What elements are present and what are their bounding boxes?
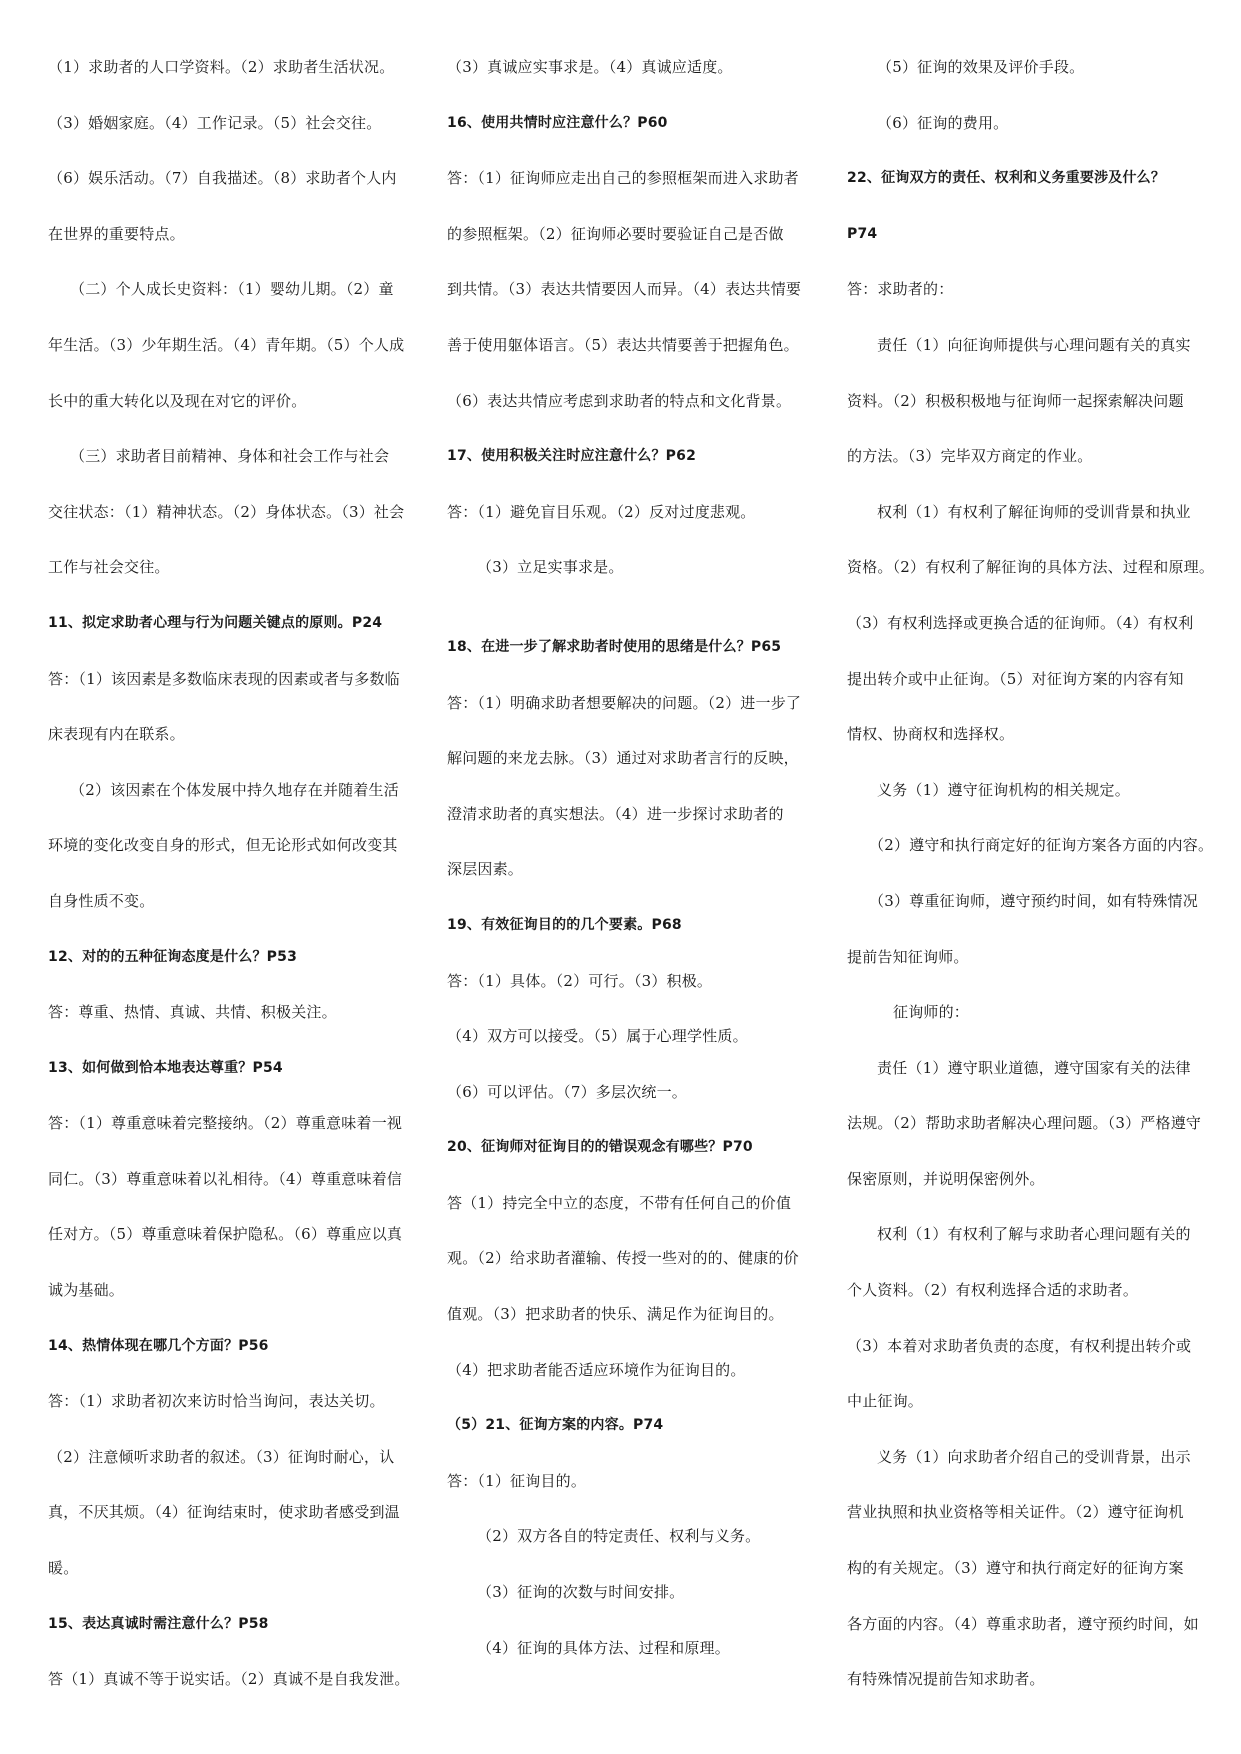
text-line: （2）遵守和执行商定好的征询方案各方面的内容。 [869, 836, 1214, 855]
text-line: 年生活。（3）少年期生活。（4）青年期。（5）个人成 [48, 335, 405, 354]
question-heading: 16、使用共情时应注意什么？P60 [447, 114, 668, 131]
text-line: 的参照框架。（2）征询师必要时要验证自己是否做 [447, 224, 784, 243]
text-line: （2）双方各自的特定责任、权利与义务。 [477, 1527, 761, 1546]
question-heading: 13、如何做到恰本地表达尊重？P54 [48, 1059, 283, 1076]
text-line: 床表现有内在联系。 [48, 725, 185, 744]
text-line: 到共情。（3）表达共情要因人而异。（4）表达共情要 [447, 280, 802, 299]
text-line: 答：尊重、热情、真诚、共情、积极关注。 [48, 1003, 337, 1022]
text-line: （3）本着对求助者负责的态度，有权利提出转介或 [847, 1336, 1192, 1355]
text-line: （3）真诚应实事求是。（4）真诚应适度。 [447, 58, 733, 76]
text-line: 任对方。（5）尊重意味着保护隐私。（6）尊重应以真 [48, 1225, 403, 1244]
question-heading: 11、拟定求助者心理与行为问题关键点的原则。P24 [48, 614, 383, 631]
text-line: 义务（1）遵守征询机构的相关规定。 [877, 780, 1130, 799]
text-line: 责任（1）向征询师提供与心理问题有关的真实 [877, 335, 1191, 354]
text-line: 权利（1）有权利了解与求助者心理问题有关的 [877, 1225, 1191, 1244]
text-line: 权利（1）有权利了解征询师的受训背景和执业 [877, 502, 1191, 521]
text-line: 各方面的内容。（4）尊重求助者，遵守预约时间，如 [847, 1614, 1199, 1633]
text-line: （3）婚姻家庭。（4）工作记录。（5）社会交往。 [48, 113, 382, 132]
text-line: （5）征询的效果及评价手段。 [877, 58, 1085, 76]
question-heading: 22、征询双方的责任、权利和义务重要涉及什么？ [847, 170, 1166, 187]
text-line: 工作与社会交往。 [48, 558, 170, 577]
question-heading: 12、对的的五种征询态度是什么？P53 [48, 948, 298, 965]
text-line: 义务（1）向求助者介绍自己的受训背景，出示 [877, 1447, 1191, 1466]
question-heading: 14、热情体现在哪几个方面？P56 [48, 1337, 269, 1354]
text-line: （2）注意倾听求助者的叙述。（3）征询时耐心，认 [48, 1447, 395, 1466]
text-line: （三）求助者目前精神、身体和社会工作与社会 [70, 447, 390, 466]
text-line: （3）尊重征询师，遵守预约时间，如有特殊情况 [869, 891, 1198, 910]
question-heading: 18、在进一步了解求助者时使用的思绪是什么？P65 [447, 638, 782, 655]
text-line: 情权、协商权和选择权。 [847, 725, 1015, 744]
text-line: 值观。（3）把求助者的快乐、满足作为征询目的。 [447, 1305, 784, 1324]
text-line: 答：（1）求助者初次来访时恰当询问，表达关切。 [48, 1392, 385, 1411]
text-line: 有特殊情况提前告知求助者。 [847, 1670, 1045, 1689]
text-line: 营业执照和执业资格等相关证件。（2）遵守征询机 [847, 1503, 1184, 1522]
text-line: 征询师的： [893, 1003, 970, 1022]
text-line: 答（1）持完全中立的态度，不带有任何自己的价值 [447, 1193, 792, 1212]
column-middle [447, 40, 807, 1676]
text-line: 真，不厌其烦。（4）征询结束时，使求助者感受到温 [48, 1503, 400, 1522]
text-line: 深层因素。 [447, 860, 524, 879]
text-line: 长中的重大转化以及现在对它的评价。 [48, 391, 307, 410]
text-line: 同仁。（3）尊重意味着以礼相待。（4）尊重意味着信 [48, 1169, 403, 1188]
text-line: 法规。（2）帮助求助者解决心理问题。（3）严格遵守 [847, 1114, 1202, 1133]
text-line: （6）征询的费用。 [877, 113, 1009, 132]
question-heading: 17、使用积极关注时应注意什么？P62 [447, 448, 697, 465]
text-line: 中止征询。 [847, 1392, 924, 1411]
text-line: （6）表达共情应考虑到求助者的特点和文化背景。 [447, 391, 792, 410]
text-line: 善于使用躯体语言。（5）表达共情要善于把握角色。 [447, 335, 799, 354]
text-line: 责任（1）遵守职业道德，遵守国家有关的法律 [877, 1058, 1191, 1077]
text-line: （3）有权利选择或更换合适的征询师。（4）有权利 [847, 613, 1194, 632]
text-line: 的方法。（3）完毕双方商定的作业。 [847, 447, 1093, 466]
text-line: （3）立足实事求是。 [477, 558, 624, 577]
text-line: 答：（1）明确求助者想要解决的问题。（2）进一步了 [447, 693, 802, 712]
text-line: 提前告知征询师。 [847, 947, 969, 966]
text-line: 答：（1）该因素是多数临床表现的因素或者与多数临 [48, 669, 400, 688]
text-line: 提出转介或中止征询。（5）对征询方案的内容有知 [847, 669, 1184, 688]
column-right [847, 40, 1213, 1708]
text-line: 答：（1）征询目的。 [447, 1471, 587, 1490]
text-line: 自身性质不变。 [48, 891, 155, 910]
question-heading: 19、有效征询目的的几个要素。P68 [447, 916, 682, 933]
blank-line [447, 596, 807, 620]
text-line: 资料。（2）积极积极地与征询师一起探索解决问题 [847, 391, 1184, 410]
text-line: 解问题的来龙去脉。（3）通过对求助者言行的反映， [447, 749, 799, 768]
text-line: 答：（1）避免盲目乐观。（2）反对过度悲观。 [447, 502, 756, 521]
text-line: （4）征询的具体方法、过程和原理。 [477, 1638, 730, 1657]
text-line: 观。（2）给求助者灌输、传授一些对的的、健康的价 [447, 1249, 799, 1268]
text-line: 构的有关规定。（3）遵守和执行商定好的征询方案 [847, 1559, 1184, 1578]
text-line: （6）娱乐活动。（7）自我描述。（8）求助者个人内 [48, 169, 397, 188]
question-heading: （5）21、征询方案的内容。P74 [447, 1417, 664, 1434]
question-heading: P74 [847, 225, 878, 242]
text-line: （3）征询的次数与时间安排。 [477, 1583, 685, 1602]
text-line: 交往状态：（1）精神状态。（2）身体状态。（3）社会 [48, 502, 405, 521]
column-left [48, 40, 410, 1708]
text-line: 环境的变化改变自身的形式，但无论形式如何改变其 [48, 836, 398, 855]
text-line: 答（1）真诚不等于说实话。（2）真诚不是自我发泄。 [48, 1670, 410, 1689]
text-line: （1）求助者的人口学资料。（2）求助者生活状况。 [48, 58, 395, 76]
text-line: （4）双方可以接受。（5）属于心理学性质。 [447, 1027, 748, 1046]
text-line: 诚为基础。 [48, 1281, 125, 1300]
text-line: （4）把求助者能否适应环境作为征询目的。 [447, 1360, 746, 1379]
text-line: 个人资料。（2）有权利选择合适的求助者。 [847, 1281, 1139, 1300]
text-line: （二）个人成长史资料：（1）婴幼儿期。（2）童 [70, 280, 394, 299]
text-line: 答：求助者的： [847, 280, 954, 299]
text-line: 暖。 [48, 1559, 79, 1578]
text-line: 答：（1）征询师应走出自己的参照框架而进入求助者 [447, 169, 799, 188]
text-line: 答：（1）尊重意味着完整接纳。（2）尊重意味着一视 [48, 1114, 403, 1133]
question-heading: 15、表达真诚时需注意什么？P58 [48, 1615, 269, 1632]
question-heading: 20、征询师对征询目的的错误观念有哪些？P70 [447, 1139, 753, 1156]
text-line: 资格。（2）有权利了解征询的具体方法、过程和原理。 [847, 558, 1215, 577]
text-line: 保密原则，并说明保密例外。 [847, 1169, 1045, 1188]
text-line: 澄清求助者的真实想法。（4）进一步探讨求助者的 [447, 804, 784, 823]
text-line: （2）该因素在个体发展中持久地存在并随着生活 [70, 780, 399, 799]
text-line: （6）可以评估。（7）多层次统一。 [447, 1082, 687, 1101]
text-line: 答：（1）具体。（2）可行。（3）积极。 [447, 971, 713, 990]
text-line: 在世界的重要特点。 [48, 224, 185, 243]
